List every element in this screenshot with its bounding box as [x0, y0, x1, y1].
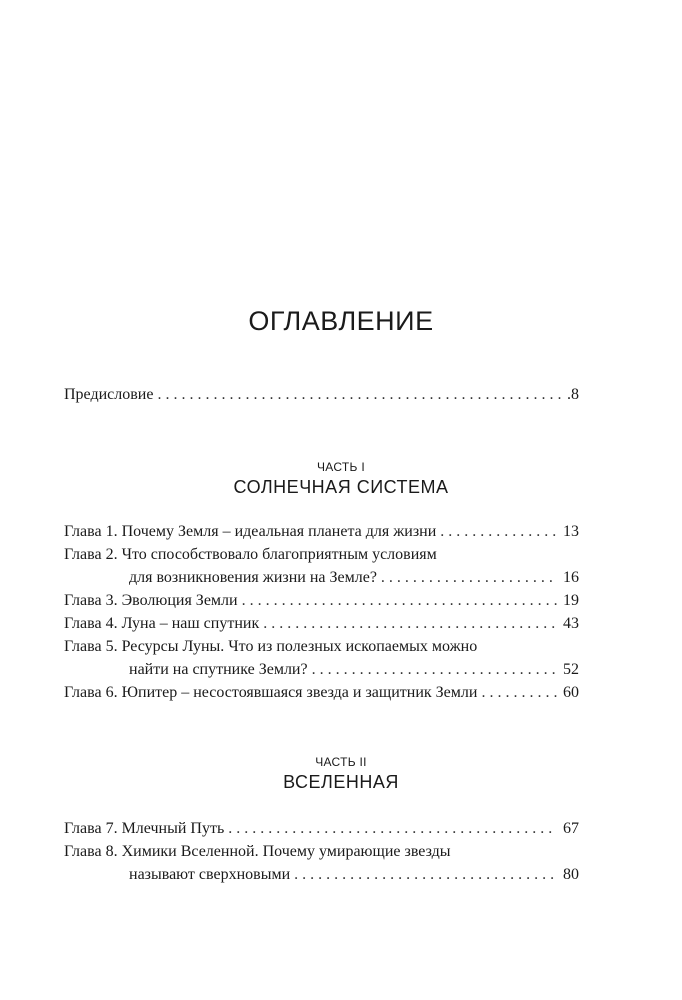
toc-entry-label-cont: называют сверхновыми — [129, 866, 291, 883]
toc-entry-label-cont: найти на спутнике Земли? — [129, 661, 308, 678]
dot-leader — [312, 658, 557, 681]
toc-page-number: 80 — [563, 866, 579, 883]
toc-entry-label: Глава 8. Химики Вселенной. Почему умирающие звезды — [64, 843, 451, 860]
toc-entry-chapter-5[interactable] — [64, 635, 579, 658]
toc-entry-chapter-8[interactable] — [64, 840, 579, 863]
toc-entry-label: Глава 7. Млечный Путь — [64, 820, 225, 837]
dot-leader — [481, 681, 557, 704]
part-label: ЧАСТЬ II — [315, 755, 367, 769]
toc-entry-chapter-6[interactable] — [64, 681, 579, 704]
toc-entry-chapter-1[interactable] — [64, 520, 579, 543]
toc-entry-chapter-4[interactable] — [64, 612, 579, 635]
toc-page-number: 13 — [563, 523, 579, 540]
toc-page-number: .8 — [567, 386, 579, 403]
toc-page-number: 52 — [563, 661, 579, 678]
toc-entry-label: Глава 5. Ресурсы Луны. Что из полезных ископаемых можно — [64, 638, 478, 655]
toc-entry-label: Глава 6. Юпитер – несостоявшаяся звезда и защитник Земли — [64, 684, 478, 701]
toc-page-number: 43 — [563, 615, 579, 632]
page-title: ОГЛАВЛЕНИЕ — [248, 306, 434, 336]
part-title: ВСЕЛЕННАЯ — [283, 772, 399, 792]
toc-entry-chapter-8-cont[interactable] — [129, 863, 579, 886]
toc-page-number: 16 — [563, 569, 579, 586]
toc-entry-label: Глава 4. Луна – наш спутник — [64, 615, 260, 632]
toc-page-number: 19 — [563, 592, 579, 609]
toc-entry-preface[interactable] — [64, 383, 579, 406]
toc-entry-chapter-7[interactable] — [64, 817, 579, 840]
toc-entry-label: Глава 1. Почему Земля – идеальная планета для жизни — [64, 523, 437, 540]
toc-entry-chapter-2[interactable] — [64, 543, 579, 566]
toc-entry-label: Предисловие — [64, 386, 154, 403]
toc-entry-label-cont: для возникновения жизни на Земле? — [129, 569, 377, 586]
dot-leader — [263, 612, 557, 635]
part-title: СОЛНЕЧНАЯ СИСТЕМА — [233, 477, 449, 497]
dot-leader — [242, 589, 557, 612]
toc-entry-chapter-5-cont[interactable] — [129, 658, 579, 681]
toc-entry-chapter-2-cont[interactable] — [129, 566, 579, 589]
toc-page-number: 67 — [563, 820, 579, 837]
dot-leader — [157, 383, 563, 406]
dot-leader — [381, 566, 557, 589]
dot-leader — [228, 817, 557, 840]
toc-entry-label: Глава 3. Эволюция Земли — [64, 592, 238, 609]
toc-entry-label: Глава 2. Что способствовало благоприятным условиям — [64, 546, 437, 563]
dot-leader — [294, 863, 557, 886]
toc-page-number: 60 — [563, 684, 579, 701]
dot-leader — [440, 520, 557, 543]
toc-entry-chapter-3[interactable] — [64, 589, 579, 612]
part-label: ЧАСТЬ I — [317, 460, 365, 474]
